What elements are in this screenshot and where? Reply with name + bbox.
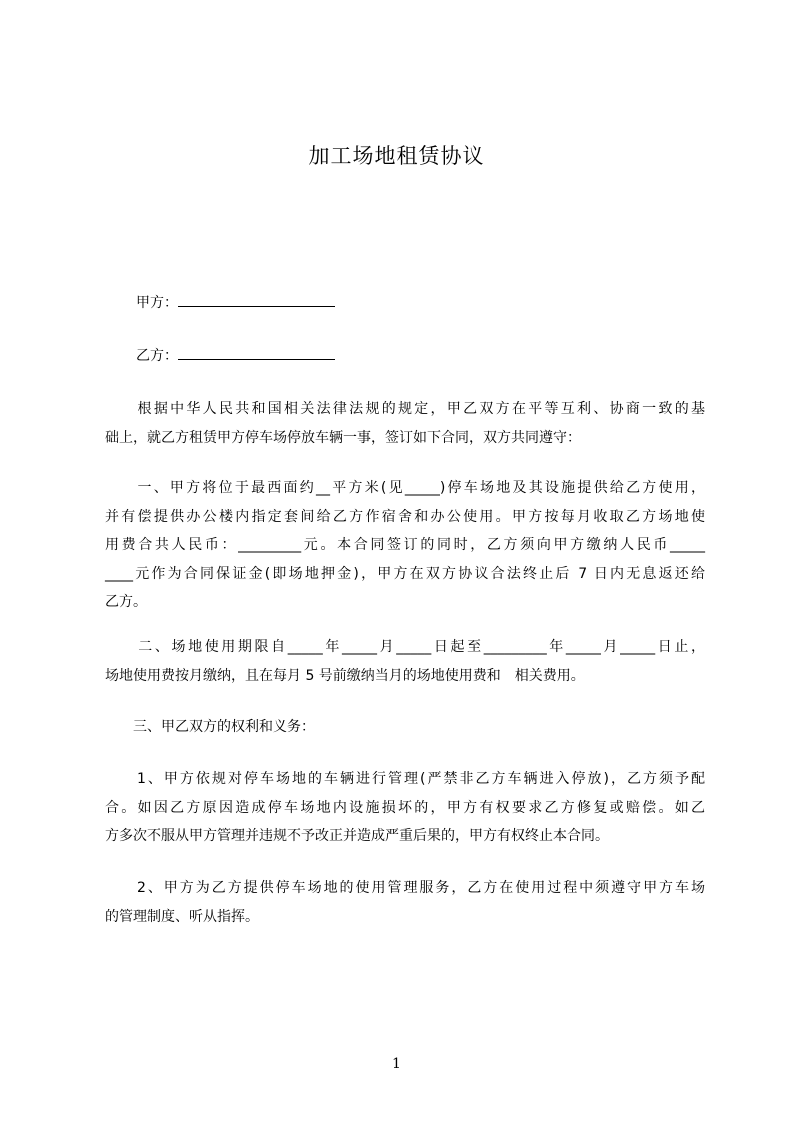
page-number: 1 xyxy=(392,1056,401,1072)
clause-1-line: ____元作为合同保证金(即场地押金)，甲方在双方协议合法终止后 7 日内无息返还给 xyxy=(105,565,705,582)
clause-2-line: 场地使用费按月缴纳，且在每月 5 号前缴纳当月的场地使用费和 相关费用。 xyxy=(105,667,585,684)
clause-3-1-line: 合。如因乙方原因造成停车场地内设施损坏的，甲方有权要求乙方修复或赔偿。如乙 xyxy=(105,799,705,816)
clause-3-2-line: 2、甲方为乙方提供停车场地的使用管理服务，乙方在使用过程中须遵守甲方车场 xyxy=(105,880,705,896)
clause-2-line: 二、场地使用期限自_____年_____月_____日起至_________年_____月_____日止， xyxy=(105,639,705,655)
clause-3-2-paragraph xyxy=(105,874,705,931)
party-a-label: 甲方： xyxy=(136,295,178,311)
clause-2-paragraph xyxy=(105,633,705,690)
clause-3-heading xyxy=(105,713,705,742)
clause-3-2-line: 的管理制度、听从指挥。 xyxy=(105,908,259,925)
party-a-line xyxy=(136,291,335,313)
clause-3-1-paragraph xyxy=(105,765,705,851)
clause-3-heading-text: 三、甲乙双方的权利和义务： xyxy=(105,719,315,735)
clause-1-line: 乙方。 xyxy=(105,594,147,610)
preamble-paragraph xyxy=(105,395,705,452)
clause-3-1-line: 方多次不服从甲方管理并违规不予改正并造成严重后果的，甲方有权终止本合同。 xyxy=(105,828,609,844)
party-b-line xyxy=(136,344,335,366)
party-a-blank xyxy=(178,291,335,307)
clause-1-line: 并有偿提供办公楼内指定套间给乙方作宿舍和办公使用。甲方按每月收取乙方场地使 xyxy=(105,508,705,525)
party-b-label: 乙方： xyxy=(136,348,178,364)
preamble-line: 根据中华人民共和国相关法律法规的规定，甲乙双方在平等互利、协商一致的基 xyxy=(105,401,705,417)
document-title: 加工场地租赁协议 xyxy=(308,144,485,168)
clause-1-paragraph xyxy=(105,474,705,617)
preamble-line: 础上，就乙方租赁甲方停车场停放车辆一事，签订如下合同，双方共同遵守： xyxy=(105,429,581,446)
clause-1-line: 一、甲方将位于最西面约__平方米(见_____)停车场地及其设施提供给乙方使用， xyxy=(105,480,705,496)
clause-1-line: 用费合共人民币：_________元。本合同签订的同时，乙方须向甲方缴纳人民币_____ xyxy=(105,537,705,553)
party-b-blank xyxy=(178,344,335,360)
clause-3-1-line: 1、甲方依规对停车场地的车辆进行管理(严禁非乙方车辆进入停放)，乙方须予配 xyxy=(105,771,705,787)
